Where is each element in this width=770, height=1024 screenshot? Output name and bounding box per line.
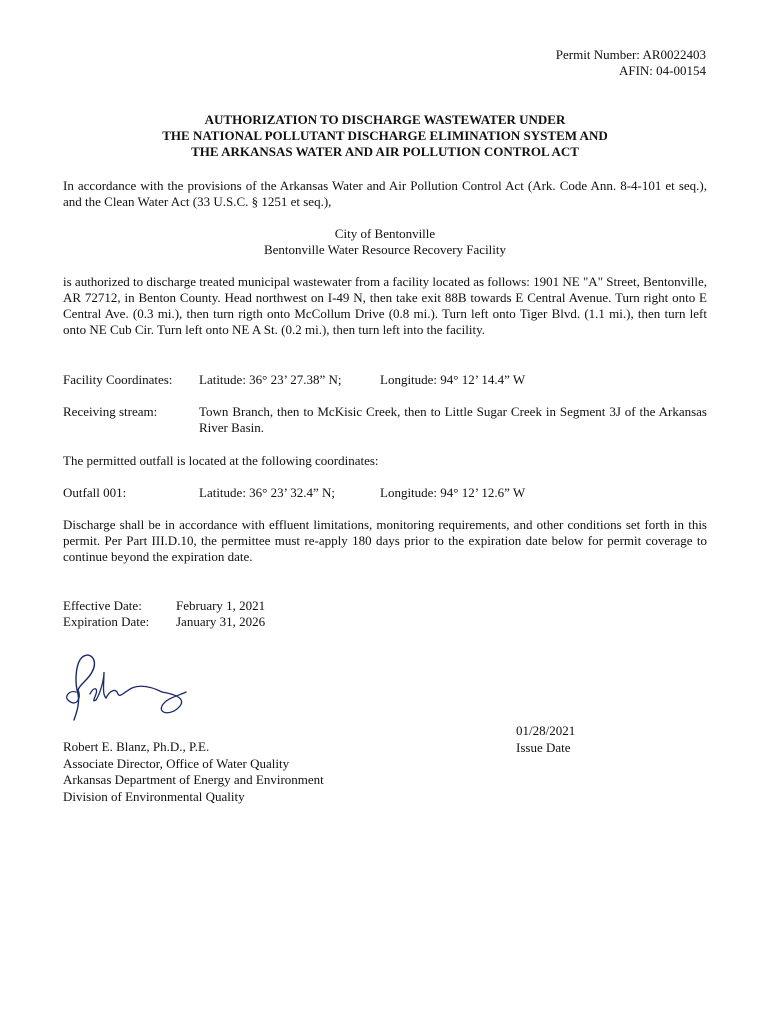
issue-date-block [516,723,575,756]
expiration-date-label: Expiration Date: [63,614,150,629]
facility-coordinates-label: Facility Coordinates: [63,372,173,387]
signatory-department: Arkansas Department of Energy and Environment [63,772,324,787]
signatory-block [63,739,324,805]
title-line-1: AUTHORIZATION TO DISCHARGE WASTEWATER UNDER [204,112,566,127]
outfall-longitude: Longitude: 94° 12’ 12.6” W [380,485,526,500]
issue-date-label: Issue Date [516,739,571,755]
outfall-latitude: Latitude: 36° 23’ 32.4” N; [199,485,336,500]
signatory-name: Robert E. Blanz, Ph.D., P.E. [63,739,210,754]
permittee-block [63,226,707,258]
issue-date-value: 01/28/2021 [516,723,576,738]
facility-longitude: Longitude: 94° 12’ 14.4” W [380,372,526,387]
facility-latitude: Latitude: 36° 23’ 27.38” N; [199,372,342,387]
effective-date-value: February 1, 2021 [176,598,266,613]
afin-number: AFIN: 04-00154 [618,63,706,78]
facility-name: Bentonville Water Resource Recovery Facility [263,242,507,257]
expiration-date-value: January 31, 2026 [176,614,266,629]
signature-image [62,650,192,725]
authorization-paragraph: is authorized to discharge treated municipal wastewater from a facility located as follows: 1901 NE "A" Street, Bentonville, AR 72712, in Benton County. Head northwest on I-49 N, then take exit 88B towards E Central Avenue. Turn right onto E Central Ave. (0.3 mi.), then turn rigth onto McCollum Drive (0.8 mi.). Turn left onto Tiger Blvd. (1.1 mi.), then turn left onto NE Cub Cir. Turn left onto NE A St. (0.2 mi.), then turn left into the facility. [63,274,707,337]
title-line-2: THE NATIONAL POLLUTANT DISCHARGE ELIMINATION SYSTEM AND [162,128,608,143]
receiving-stream-label: Receiving stream: [63,404,158,419]
document-title [0,112,770,160]
permit-header [556,47,706,79]
intro-paragraph: In accordance with the provisions of the Arkansas Water and Air Pollution Control Act (Ark. Code Ann. 8-4-101 et seq.), and the Clean Water Act (33 U.S.C. § 1251 et seq.), [63,178,707,209]
outfall-label: Outfall 001: [63,485,127,500]
outfall-intro: The permitted outfall is located at the following coordinates: [63,453,379,468]
signatory-title: Associate Director, Office of Water Quality [63,755,290,771]
effective-date-label: Effective Date: [63,598,142,613]
permit-number: Permit Number: AR0022403 [555,47,706,62]
receiving-stream-value: Town Branch, then to McKisic Creek, then to Little Sugar Creek in Segment 3J of the Arkansas River Basin. [199,404,707,435]
title-line-3: THE ARKANSAS WATER AND AIR POLLUTION CONTROL ACT [191,144,579,159]
signatory-division: Division of Environmental Quality [63,788,245,804]
discharge-paragraph: Discharge shall be in accordance with effluent limitations, monitoring requirements, and other conditions set forth in this permit. Per Part III.D.10, the permittee must re-apply 180 days prior to the expiration date below for permit coverage to continue beyond the expiration date. [63,517,707,564]
permittee-name: City of Bentonville [334,226,436,241]
